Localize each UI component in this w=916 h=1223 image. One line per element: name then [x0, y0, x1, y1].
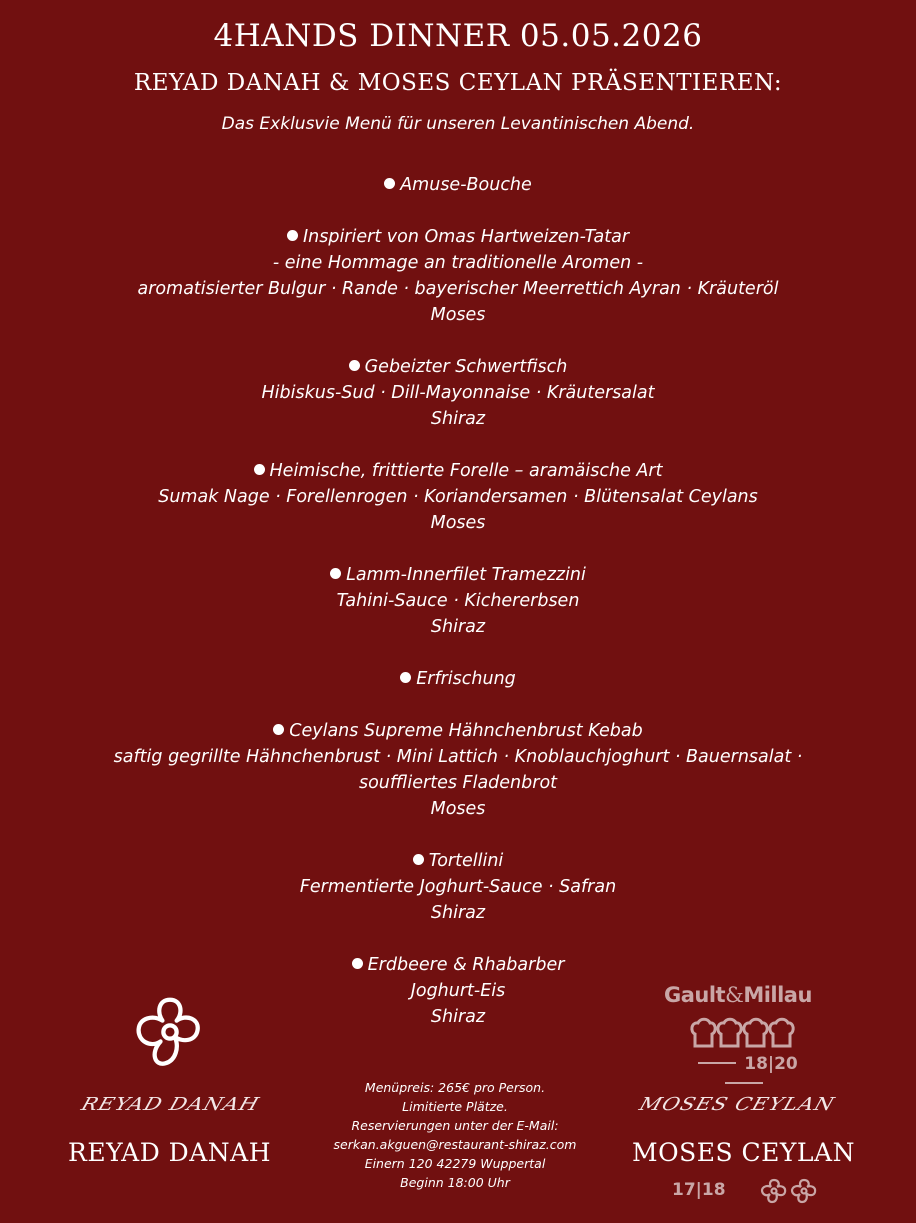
bullet-icon — [287, 230, 298, 241]
info-line: Menüpreis: 265€ pro Person. — [364, 1080, 546, 1095]
reservation-info — [305, 1078, 605, 1192]
bullet-icon — [330, 568, 341, 579]
info-line: Limitierte Plätze. — [402, 1099, 508, 1114]
course-name: Lamm-Innerfilet Tramezzini — [346, 565, 586, 585]
course-title — [0, 172, 916, 198]
signature-right: MOSES CEYLAN — [636, 1093, 838, 1115]
course-detail: Moses — [430, 513, 486, 533]
course-detail: - eine Hommage an traditionelle Aromen - — [272, 253, 644, 273]
course-title — [0, 562, 916, 588]
info-line: Beginn 18:00 Uhr — [400, 1175, 510, 1190]
course-detail: souffliertes Fladenbrot — [358, 773, 558, 793]
menu-course — [0, 224, 916, 328]
gault-millau-logo: Gault&Millau — [664, 983, 812, 1007]
course-name: Inspiriert von Omas Hartweizen-Tatar — [302, 227, 630, 247]
menu-course — [0, 458, 916, 536]
bullet-icon — [413, 854, 424, 865]
bullet-icon — [384, 178, 395, 189]
chef-toque-icon — [690, 1016, 796, 1050]
page-subtitle: REYAD DANAH & MOSES CEYLAN PRÄSENTIEREN: — [133, 70, 783, 96]
course-title — [0, 458, 916, 484]
page-title: 4HANDS DINNER 05.05.2026 — [213, 18, 703, 54]
course-title — [0, 666, 916, 692]
course-name: Tortellini — [428, 851, 504, 871]
menu-course — [0, 666, 916, 692]
menu-course — [0, 354, 916, 432]
course-detail: Moses — [430, 305, 486, 325]
menu-course — [0, 562, 916, 640]
course-title — [0, 848, 916, 874]
course-detail: Tahini-Sauce · Kichererbsen — [336, 591, 580, 611]
course-title — [0, 718, 916, 744]
menu-course — [0, 172, 916, 198]
chef-name-left: REYAD DANAH — [68, 1138, 272, 1167]
bullet-icon — [273, 724, 284, 735]
gault-millau-score: 18|20 — [666, 1054, 822, 1094]
course-name: Erdbeere & Rhabarber — [367, 955, 565, 975]
course-title — [0, 952, 916, 978]
course-name: Amuse-Bouche — [400, 175, 532, 195]
course-title — [0, 354, 916, 380]
bullet-icon — [254, 464, 265, 475]
chef-name-right: MOSES CEYLAN — [632, 1138, 855, 1167]
menu-intro: Das Exklusvie Menü für unseren Levantinischen Abend. — [221, 114, 695, 134]
menu-list — [0, 172, 916, 1056]
course-detail: Fermentierte Joghurt-Sauce · Safran — [299, 877, 617, 897]
course-detail: Shiraz — [430, 903, 486, 923]
info-line: serkan.akguen@restaurant-shiraz.com — [333, 1137, 577, 1152]
info-line: Reservierungen unter der E-Mail: — [351, 1118, 559, 1133]
michelin-flower-icon — [132, 992, 208, 1072]
course-detail: Shiraz — [430, 617, 486, 637]
course-detail: Joghurt-Eis — [410, 981, 506, 1001]
score-bottom: 17|18 — [672, 1180, 726, 1200]
course-detail: Moses — [430, 799, 486, 819]
course-detail: aromatisierter Bulgur · Rande · bayerischer Meerrettich Ayran · Kräuteröl — [137, 279, 779, 299]
course-name: Heimische, frittierte Forelle – aramäische Art — [269, 461, 663, 481]
course-detail: Hibiskus-Sud · Dill-Mayonnaise · Kräutersalat — [261, 383, 655, 403]
course-detail: Shiraz — [430, 1007, 486, 1027]
bullet-icon — [400, 672, 411, 683]
info-line: Einern 120 42279 Wuppertal — [364, 1156, 546, 1171]
bullet-icon — [352, 958, 363, 969]
signature-left: REYAD DANAH — [78, 1093, 263, 1115]
menu-course — [0, 848, 916, 926]
menu-course — [0, 718, 916, 822]
course-name: Erfrischung — [416, 669, 516, 689]
course-detail: Shiraz — [430, 409, 486, 429]
michelin-stars-icon — [760, 1178, 820, 1204]
course-title — [0, 224, 916, 250]
course-name: Gebeizter Schwertfisch — [364, 357, 568, 377]
course-detail: Sumak Nage · Forellenrogen · Koriandersamen · Blütensalat Ceylans — [158, 487, 758, 507]
course-detail: saftig gegrillte Hähnchenbrust · Mini Lattich · Knoblauchjoghurt · Bauernsalat · — [113, 747, 803, 767]
course-name: Ceylans Supreme Hähnchenbrust Kebab — [289, 721, 643, 741]
bullet-icon — [349, 360, 360, 371]
